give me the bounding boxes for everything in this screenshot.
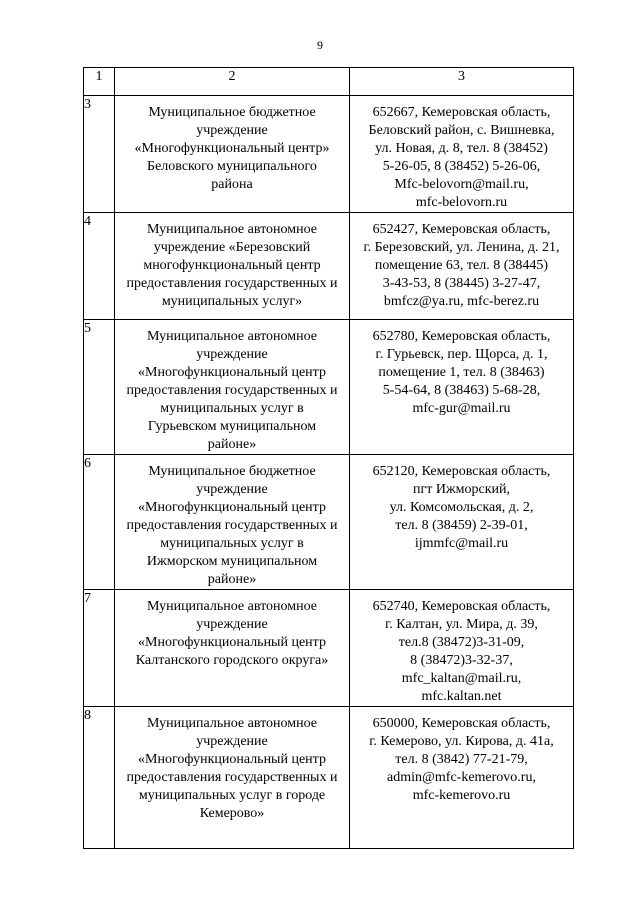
text-line: учреждение: [196, 734, 268, 749]
text-line: района: [211, 177, 253, 192]
text-line: 652780, Кемеровская область,: [372, 329, 551, 344]
institution-name: [115, 590, 350, 707]
text-line: «Многофункциональный центр: [138, 365, 326, 380]
text-line: г. Калтан, ул. Мира, д. 39,: [385, 617, 538, 632]
text-line: «Многофункциональный центр: [138, 635, 326, 650]
institution-name: [115, 96, 350, 213]
table-row: [84, 96, 574, 213]
text-line: «Многофункциональный центр: [138, 500, 326, 515]
text-line: Муниципальное автономное: [146, 599, 318, 614]
text-line: 652120, Кемеровская область,: [372, 464, 551, 479]
text-line: 5-54-64, 8 (38463) 5-68-28,: [382, 383, 541, 398]
text-line: учреждение: [196, 617, 268, 632]
text-line: Гурьевском муниципальном: [147, 419, 317, 434]
column-header-number: 1: [84, 68, 115, 96]
institution-name: [115, 455, 350, 590]
institution-contacts: [350, 707, 574, 849]
text-line: mfc_kaltan@mail.ru,: [401, 671, 522, 686]
text-line: районе»: [207, 572, 257, 587]
institution-name: [115, 707, 350, 849]
text-line: предоставления государственных и: [126, 383, 338, 398]
table-body: [84, 96, 574, 849]
text-line: учреждение: [196, 347, 268, 362]
text-line: районе»: [207, 437, 257, 452]
institution-contacts: [350, 96, 574, 213]
text-line: учреждение «Березовский: [153, 240, 311, 255]
text-line: помещение 1, тел. 8 (38463): [378, 365, 545, 380]
institution-name: [115, 213, 350, 320]
column-header-address: 3: [350, 68, 574, 96]
institution-contacts: [350, 590, 574, 707]
text-line: mfc-belovorn.ru: [415, 195, 508, 210]
text-line: Муниципальное бюджетное: [148, 105, 316, 120]
text-line: тел. 8 (38459) 2-39-01,: [395, 518, 528, 533]
page-number: 9: [317, 38, 323, 52]
text-line: mfc.kaltan.net: [421, 689, 502, 704]
text-line: тел. 8 (3842) 77-21-79,: [395, 752, 528, 767]
text-line: муниципальных услуг в: [160, 401, 304, 416]
institution-contacts: [350, 455, 574, 590]
row-number: 3: [84, 96, 115, 213]
text-line: учреждение: [196, 123, 268, 138]
text-line: 5-26-05, 8 (38452) 5-26-06,: [382, 159, 541, 174]
text-line: помещение 63, тел. 8 (38445): [374, 258, 549, 273]
text-line: Ижморском муниципальном: [146, 554, 318, 569]
table-row: [84, 213, 574, 320]
text-line: Mfc-belovorn@mail.ru,: [394, 177, 529, 192]
column-header-name: 2: [115, 68, 350, 96]
text-line: учреждение: [196, 482, 268, 497]
text-line: Кемерово»: [199, 806, 265, 821]
text-line: «Многофункциональный центр: [138, 752, 326, 767]
text-line: г. Березовский, ул. Ленина, д. 21,: [363, 240, 560, 255]
row-number: 4: [84, 213, 115, 320]
text-line: предоставления государственных и: [126, 770, 338, 785]
table-row: [84, 455, 574, 590]
text-line: 652667, Кемеровская область,: [372, 105, 551, 120]
text-line: ijmmfc@mail.ru: [414, 536, 509, 551]
text-line: муниципальных услуг в городе: [138, 788, 326, 803]
text-line: admin@mfc-kemerovo.ru,: [387, 770, 536, 785]
text-line: bmfcz@ya.ru, mfc-berez.ru: [383, 294, 540, 309]
text-line: 652427, Кемеровская область,: [372, 222, 551, 237]
text-line: «Многофункциональный центр»: [134, 141, 330, 156]
text-line: ул. Новая, д. 8, тел. 8 (38452): [375, 141, 548, 156]
text-line: mfc-gur@mail.ru: [412, 401, 511, 416]
text-line: муниципальных услуг в: [160, 536, 304, 551]
text-line: Муниципальное автономное: [146, 329, 318, 344]
text-line: пгт Ижморский,: [413, 482, 510, 497]
text-line: ул. Комсомольская, д. 2,: [389, 500, 534, 515]
text-line: Беловский район, с. Вишневка,: [368, 123, 555, 138]
table-header-row: [84, 68, 574, 96]
row-number: 7: [84, 590, 115, 707]
text-line: 3-43-53, 8 (38445) 3-27-47,: [382, 276, 541, 291]
institution-contacts: [350, 320, 574, 455]
text-line: Беловского муниципального: [147, 159, 317, 174]
text-line: Муниципальное бюджетное: [148, 464, 316, 479]
text-line: предоставления государственных и: [126, 276, 338, 291]
table-row: [84, 320, 574, 455]
table-row: [84, 590, 574, 707]
text-line: 8 (38472)3-32-37,: [410, 653, 513, 668]
text-line: муниципальных услуг»: [161, 294, 303, 309]
text-line: г. Гурьевск, пер. Щорса, д. 1,: [375, 347, 548, 362]
text-line: предоставления государственных и: [126, 518, 338, 533]
institution-contacts: [350, 213, 574, 320]
text-line: mfc-kemerovo.ru: [412, 788, 511, 803]
text-line: тел.8 (38472)3-31-09,: [398, 635, 525, 650]
row-number: 5: [84, 320, 115, 455]
text-line: 650000, Кемеровская область,: [372, 716, 551, 731]
institution-name: [115, 320, 350, 455]
mfc-table: [83, 67, 574, 849]
row-number: 6: [84, 455, 115, 590]
row-number: 8: [84, 707, 115, 849]
text-line: Калтанского городского округа»: [135, 653, 329, 668]
text-line: Муниципальное автономное: [146, 716, 318, 731]
text-line: г. Кемерово, ул. Кирова, д. 41а,: [369, 734, 554, 749]
text-line: Муниципальное автономное: [146, 222, 318, 237]
text-line: многофункциональный центр: [143, 258, 321, 273]
text-line: 652740, Кемеровская область,: [372, 599, 551, 614]
table-row: [84, 707, 574, 849]
